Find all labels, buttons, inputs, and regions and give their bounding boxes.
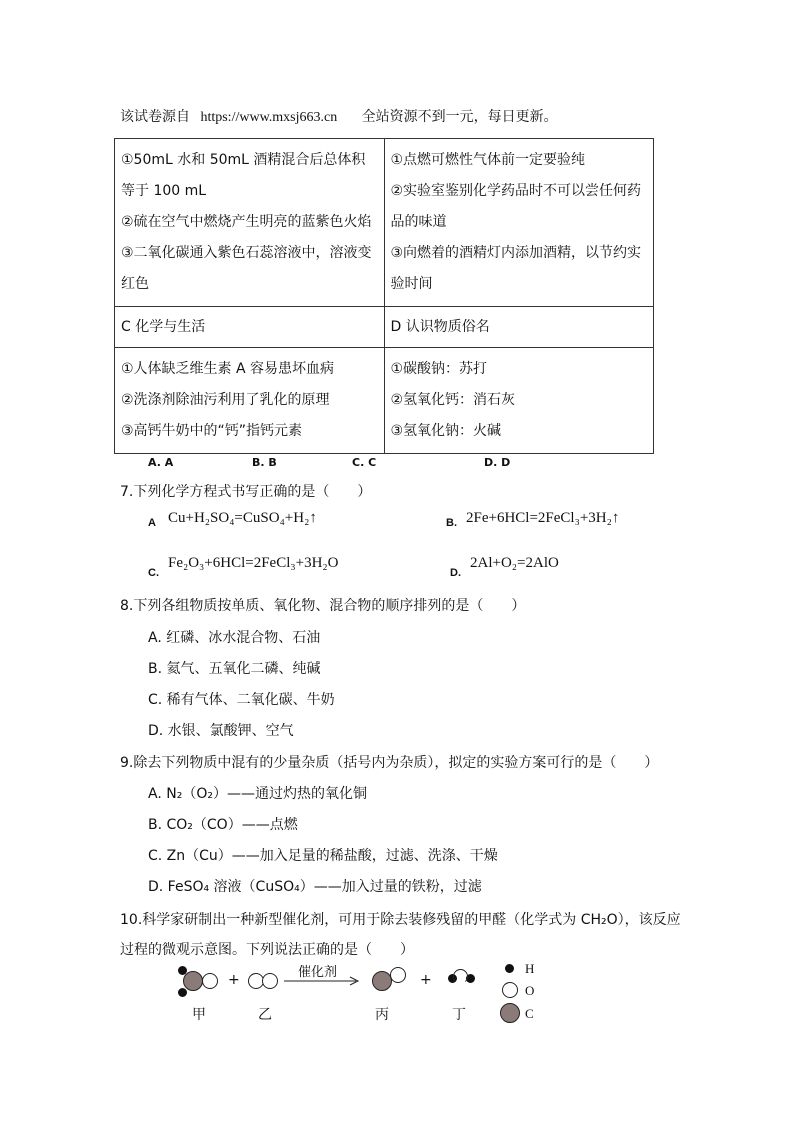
oxygen-atom <box>202 973 218 989</box>
legend-label-h: H <box>525 961 535 976</box>
cell-c-item: ②洗涤剂除油污利用了乳化的原理 <box>121 392 330 408</box>
q7-option-b-equation[interactable]: 2Fe+6HCl=2FeCl₃+3H₂↑ <box>466 510 620 526</box>
carbon-atom <box>372 971 392 991</box>
q7-option-c-equation[interactable]: Fe₂O₃+6HCl=2FeCl₃+3H₂O <box>168 555 339 571</box>
q7-stem: 7.下列化学方程式书写正确的是（ ） <box>120 484 372 500</box>
header-prefix: 该试卷源自 <box>120 109 190 125</box>
cell-d-item: ③氢氧化钠：火碱 <box>390 423 502 439</box>
cell-d-header: D 认识物质俗名 <box>384 307 654 348</box>
legend-carbon-icon <box>500 1003 520 1023</box>
oxygen-atom <box>262 973 278 989</box>
q8-option-d[interactable]: D. 水银、氯酸钾、空气 <box>148 723 294 739</box>
cell-a-item: ③二氧化碳通入紫色石蕊溶液中，溶液变红色 <box>121 245 372 292</box>
q7-option-d-equation[interactable]: 2Al+O₂=2AlO <box>470 555 559 571</box>
q7-option-c-label[interactable]: C. <box>148 567 159 579</box>
legend-hydrogen-icon <box>505 964 514 973</box>
q9-stem: 9.除去下列物质中混有的少量杂质（括号内为杂质），拟定的实验方案可行的是（ ） <box>120 755 659 771</box>
oxygen-atom <box>453 969 468 984</box>
molecule-name-jia: 甲 <box>192 1007 206 1023</box>
cell-c-header: C 化学与生活 <box>115 307 385 348</box>
q6-choice-c[interactable]: C. C <box>352 456 377 469</box>
cell-a-item: ②硫在空气中燃烧产生明亮的蓝紫色火焰 <box>121 214 372 230</box>
q8-option-a[interactable]: A. 红磷、冰水混合物、石油 <box>148 630 321 646</box>
cell-c-item: ①人体缺乏维生素 A 容易患坏血病 <box>121 361 335 377</box>
header-suffix: 全站资源不到一元，每日更新。 <box>361 109 558 125</box>
q6-choice-b[interactable]: B. B <box>252 456 277 469</box>
q8-stem: 8.下列各组物质按单质、氧化物、混合物的顺序排列的是（ ） <box>120 598 526 614</box>
legend-oxygen-icon <box>502 982 518 998</box>
cell-d-item: ①碳酸钠：苏打 <box>390 361 488 377</box>
q9-option-c[interactable]: C. Zn（Cu）——加入足量的稀盐酸，过滤、洗涤、干燥 <box>148 848 498 864</box>
legend-label-c: C <box>525 1006 534 1021</box>
q10-stem-line2: 过程的微观示意图。下列说法正确的是（ ） <box>120 942 414 958</box>
legend-label-o: O <box>525 983 535 998</box>
source-url-link[interactable]: https://www.mxsj663.cn <box>200 110 338 125</box>
cell-c-item: ③高钙牛奶中的“钙”指钙元素 <box>121 423 303 439</box>
cell-b <box>384 139 654 307</box>
q7-option-a-label[interactable]: A <box>148 517 156 529</box>
q6-options-table <box>114 138 654 454</box>
oxygen-atom <box>390 967 406 983</box>
q7-option-a-equation[interactable]: Cu+H₂SO₄=CuSO₄+H₂↑ <box>168 510 317 526</box>
catalyst-label: 催化剂 <box>298 965 338 980</box>
cell-b-item: ①点燃可燃性气体前一定要验纯 <box>390 152 586 168</box>
carbon-atom <box>183 971 203 991</box>
q6-choice-d[interactable]: D. D <box>484 456 511 469</box>
molecule-name-ding: 丁 <box>452 1007 466 1023</box>
q7-option-d-label[interactable]: D. <box>450 567 461 579</box>
q10-stem-line1: 10.科学家研制出一种新型催化剂，可用于除去装修残留的甲醛（化学式为 CH₂O），该反应 <box>120 912 681 928</box>
cell-a <box>115 139 385 307</box>
plus-sign: + <box>420 972 432 988</box>
q9-option-d[interactable]: D. FeSO₄ 溶液（CuSO₄）——加入过量的铁粉，过滤 <box>148 879 482 895</box>
source-header <box>120 106 558 126</box>
q8-option-b[interactable]: B. 氦气、五氧化二磷、纯碱 <box>148 661 321 677</box>
q8-option-c[interactable]: C. 稀有气体、二氧化碳、牛奶 <box>148 692 335 708</box>
q9-option-a[interactable]: A. N₂（O₂）——通过灼热的氧化铜 <box>148 786 367 802</box>
q6-choice-a[interactable]: A. A <box>148 456 174 469</box>
molecule-name-bing: 丙 <box>375 1007 389 1023</box>
cell-d-item: ②氢氧化钙：消石灰 <box>390 392 516 408</box>
plus-sign: + <box>228 972 240 988</box>
cell-d <box>384 348 654 454</box>
cell-c <box>115 348 385 454</box>
cell-b-item: ②实验室鉴别化学药品时不可以尝任何药品的味道 <box>390 183 642 230</box>
reaction-arrow-icon <box>284 976 360 986</box>
q9-option-b[interactable]: B. CO₂（CO）——点燃 <box>148 817 298 833</box>
molecule-name-yi: 乙 <box>258 1007 272 1023</box>
q7-option-b-label[interactable]: B. <box>446 517 457 529</box>
hydrogen-atom <box>178 988 187 997</box>
cell-a-item: ①50mL 水和 50mL 酒精混合后总体积等于 100 mL <box>121 152 366 199</box>
cell-b-item: ③向燃着的酒精灯内添加酒精，以节约实验时间 <box>390 245 642 292</box>
